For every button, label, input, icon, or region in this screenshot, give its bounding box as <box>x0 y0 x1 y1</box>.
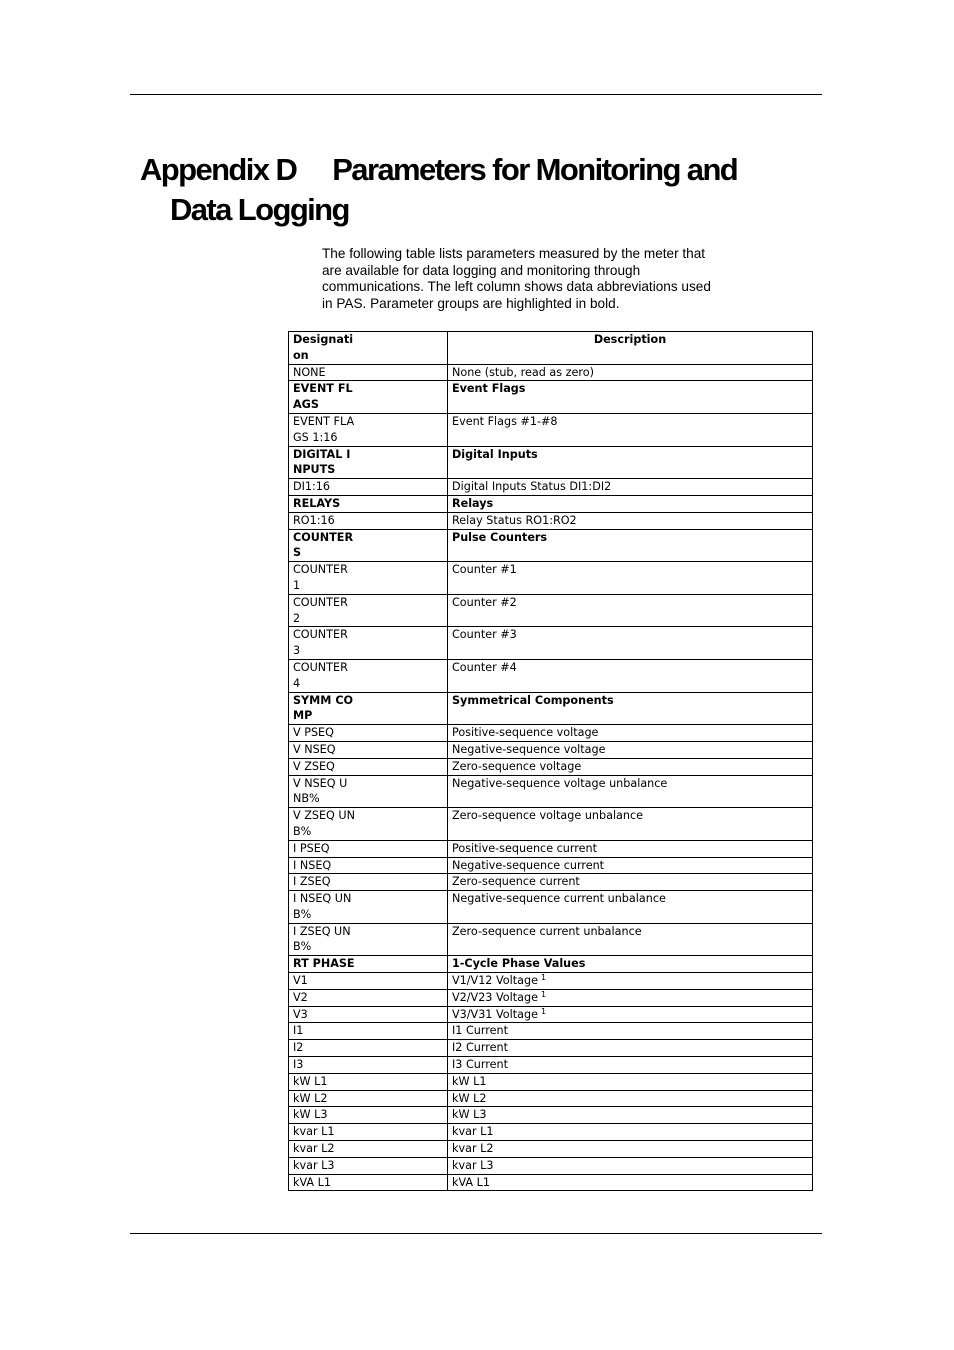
description-cell: Positive-sequence current <box>448 840 813 857</box>
designation-cell: kvar L1 <box>289 1124 448 1141</box>
designation-cell: V1 <box>289 973 448 990</box>
footnote-marker: 1 <box>540 973 547 983</box>
description-cell: kVA L1 <box>448 1174 813 1191</box>
table-row <box>289 891 813 924</box>
description-cell: Counter #3 <box>448 627 813 660</box>
designation-cell: I ZSEQ UNB% <box>289 923 448 956</box>
designation-cell: I ZSEQ <box>289 874 448 891</box>
designation-cell: kW L3 <box>289 1107 448 1124</box>
description-cell: Negative-sequence voltage unbalance <box>448 775 813 808</box>
title-part-1: Parameters for Monitoring and <box>332 152 738 187</box>
designation-cell: V NSEQ <box>289 741 448 758</box>
designation-cell: kvar L2 <box>289 1141 448 1158</box>
table-row <box>289 808 813 841</box>
group-row <box>289 495 813 512</box>
description-cell: Counter #2 <box>448 594 813 627</box>
group-row <box>289 446 813 479</box>
table-row <box>289 840 813 857</box>
description-cell: Counter #4 <box>448 659 813 692</box>
table-row <box>289 413 813 446</box>
table-row <box>289 1107 813 1124</box>
designation-cell: DI1:16 <box>289 479 448 496</box>
table-row <box>289 973 813 990</box>
description-cell: kvar L3 <box>448 1157 813 1174</box>
designation-cell: COUNTER 4 <box>289 659 448 692</box>
description-cell: kW L1 <box>448 1073 813 1090</box>
description-cell: Symmetrical Components <box>448 692 813 725</box>
designation-cell: V NSEQ UNB% <box>289 775 448 808</box>
table-row <box>289 923 813 956</box>
description-cell: 1-Cycle Phase Values <box>448 956 813 973</box>
description-cell: kvar L2 <box>448 1141 813 1158</box>
intro-paragraph: The following table lists parameters measured by the meter that are available for data logging and monitoring through communications. The left column shows data abbreviations used in PAS. Parameter groups are highlighted in bold. <box>322 246 711 311</box>
description-cell: kW L3 <box>448 1107 813 1124</box>
designation-cell: RT PHASE <box>289 956 448 973</box>
designation-cell: V ZSEQ <box>289 758 448 775</box>
table-row <box>289 741 813 758</box>
table-row <box>289 1006 813 1023</box>
description-cell: I1 Current <box>448 1023 813 1040</box>
description-cell: kvar L1 <box>448 1124 813 1141</box>
parameters-table <box>288 331 813 1191</box>
description-cell: Zero-sequence current <box>448 874 813 891</box>
table-row <box>289 857 813 874</box>
group-row <box>289 381 813 414</box>
table-row <box>289 775 813 808</box>
footnote-marker: 1 <box>540 1006 547 1016</box>
description-cell: Digital Inputs <box>448 446 813 479</box>
designation-cell: NONE <box>289 364 448 381</box>
designation-cell: I2 <box>289 1040 448 1057</box>
designation-header: Designation <box>289 332 448 365</box>
description-cell: Relay Status RO1:RO2 <box>448 512 813 529</box>
table-row <box>289 562 813 595</box>
group-row <box>289 692 813 725</box>
designation-cell: COUNTERS <box>289 529 448 562</box>
table-row <box>289 1124 813 1141</box>
description-cell: Zero-sequence voltage <box>448 758 813 775</box>
page-title <box>140 150 820 230</box>
table-row <box>289 1141 813 1158</box>
designation-cell: I3 <box>289 1057 448 1074</box>
description-cell: Negative-sequence current <box>448 857 813 874</box>
appendix-label: Appendix D <box>140 152 297 187</box>
description-cell: Negative-sequence voltage <box>448 741 813 758</box>
table-row <box>289 364 813 381</box>
designation-cell: V2 <box>289 989 448 1006</box>
description-cell: V1/V12 Voltage $^1$ <box>448 973 813 990</box>
designation-cell: EVENT FLAGS 1:16 <box>289 413 448 446</box>
designation-cell: RELAYS <box>289 495 448 512</box>
description-cell: Zero-sequence voltage unbalance <box>448 808 813 841</box>
description-cell: Zero-sequence current unbalance <box>448 923 813 956</box>
designation-cell: kvar L3 <box>289 1157 448 1174</box>
description-cell: kW L2 <box>448 1090 813 1107</box>
description-cell: Negative-sequence current unbalance <box>448 891 813 924</box>
table-row <box>289 1073 813 1090</box>
designation-cell: kW L1 <box>289 1073 448 1090</box>
designation-cell: I NSEQ UNB% <box>289 891 448 924</box>
description-cell: V3/V31 Voltage $^1$ <box>448 1006 813 1023</box>
table-header-row <box>289 332 813 365</box>
designation-cell: COUNTER 1 <box>289 562 448 595</box>
description-cell: Pulse Counters <box>448 529 813 562</box>
designation-cell: kW L2 <box>289 1090 448 1107</box>
description-cell: V2/V23 Voltage $^1$ <box>448 989 813 1006</box>
table-row <box>289 1174 813 1191</box>
designation-cell: COUNTER 2 <box>289 594 448 627</box>
header-rule <box>130 94 822 95</box>
table-row <box>289 627 813 660</box>
group-row <box>289 529 813 562</box>
designation-cell: I1 <box>289 1023 448 1040</box>
table-row <box>289 1157 813 1174</box>
table-body <box>289 364 813 1191</box>
designation-cell: V3 <box>289 1006 448 1023</box>
description-header: Description <box>448 332 813 365</box>
designation-cell: DIGITAL INPUTS <box>289 446 448 479</box>
table-row <box>289 989 813 1006</box>
description-cell: Positive-sequence voltage <box>448 725 813 742</box>
table-row <box>289 758 813 775</box>
description-cell: None (stub, read as zero) <box>448 364 813 381</box>
designation-cell: V ZSEQ UNB% <box>289 808 448 841</box>
designation-cell: V PSEQ <box>289 725 448 742</box>
designation-cell: kVA L1 <box>289 1174 448 1191</box>
footer-rule <box>130 1233 822 1234</box>
designation-cell: RO1:16 <box>289 512 448 529</box>
designation-cell: EVENT FLAGS <box>289 381 448 414</box>
description-cell: I3 Current <box>448 1057 813 1074</box>
description-cell: Counter #1 <box>448 562 813 595</box>
description-cell: Event Flags <box>448 381 813 414</box>
table-row <box>289 1090 813 1107</box>
table-row <box>289 1057 813 1074</box>
table-row <box>289 1040 813 1057</box>
table-row <box>289 659 813 692</box>
designation-cell: SYMM COMP <box>289 692 448 725</box>
description-cell: Digital Inputs Status DI1:DI2 <box>448 479 813 496</box>
designation-cell: COUNTER 3 <box>289 627 448 660</box>
description-cell: Event Flags #1-#8 <box>448 413 813 446</box>
description-cell: I2 Current <box>448 1040 813 1057</box>
designation-cell: I PSEQ <box>289 840 448 857</box>
table-row <box>289 1023 813 1040</box>
table-row <box>289 874 813 891</box>
table-row <box>289 479 813 496</box>
group-row <box>289 956 813 973</box>
title-part-2: Data Logging <box>170 192 349 227</box>
footnote-marker: 1 <box>540 989 547 999</box>
table-row <box>289 512 813 529</box>
designation-cell: I NSEQ <box>289 857 448 874</box>
description-cell: Relays <box>448 495 813 512</box>
table-row <box>289 725 813 742</box>
table-row <box>289 594 813 627</box>
